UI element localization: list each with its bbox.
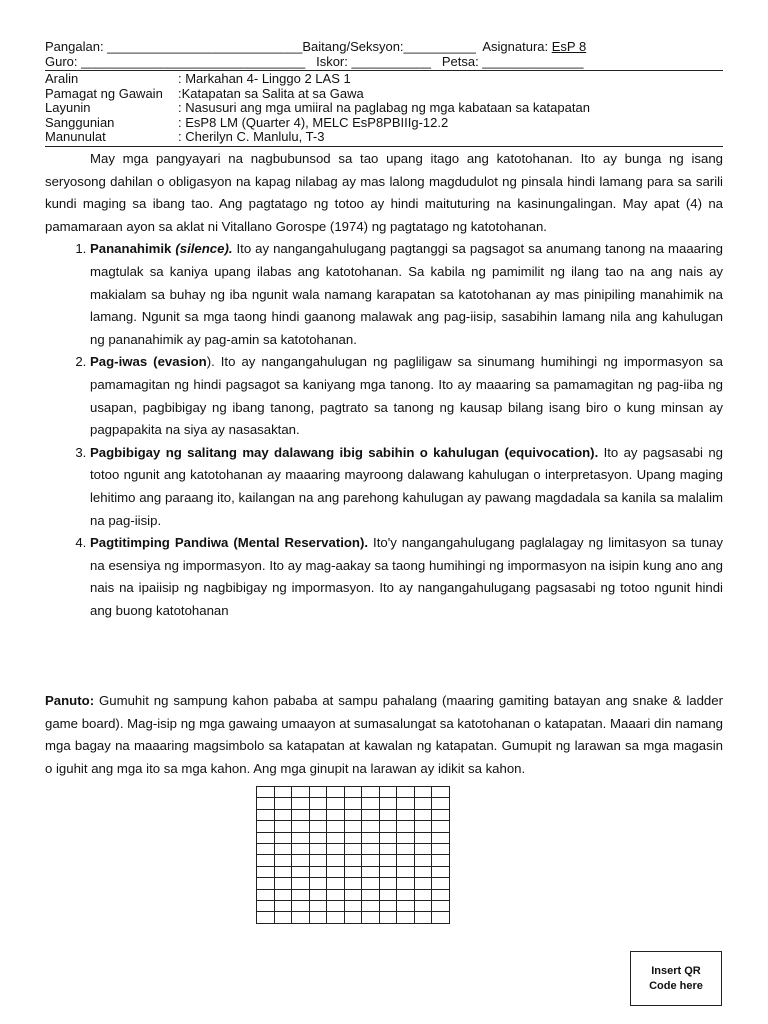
intro-paragraph: May mga pangyayari na nagbubunsod sa tao upang itago ang katotohanan. Ito ay bunga ng isang seryosong dahilan o obligasyon na kapag nilabag ay mas lalong magdudulot ng pinsala hindi lamang para sa sarili kundi maging sa ibang tao. Ang pagtatago ng totoo ay hindi maituturing na kasinungalingan. May apat (4) na pamamaraan ayon sa aklat ni Vitallano Gorospe (1974) ng pagtatago ng katotohanan. bbox=[45, 151, 723, 234]
grid-cell bbox=[432, 912, 450, 923]
grid-cell bbox=[344, 787, 362, 798]
grid-cell bbox=[414, 900, 432, 911]
grid-row bbox=[257, 832, 450, 843]
meta-row-manunulat: Manunulat : Cherilyn C. Manlulu, T-3 bbox=[45, 129, 325, 144]
grid-cell bbox=[379, 912, 397, 923]
grid-cell bbox=[274, 787, 292, 798]
grid-cell bbox=[274, 900, 292, 911]
grid-cell bbox=[309, 855, 327, 866]
grid-cell bbox=[432, 889, 450, 900]
grid-cell bbox=[432, 866, 450, 877]
grid-cell bbox=[309, 912, 327, 923]
grid-cell bbox=[257, 855, 275, 866]
grid-cell bbox=[379, 821, 397, 832]
grid-cell bbox=[362, 832, 380, 843]
grid-cell bbox=[362, 866, 380, 877]
grid-cell bbox=[414, 821, 432, 832]
grid-cell bbox=[344, 912, 362, 923]
grid-cell bbox=[327, 889, 345, 900]
grid-cell bbox=[397, 878, 415, 889]
meta-row-aralin: Aralin : Markahan 4- Linggo 2 LAS 1 bbox=[45, 71, 351, 86]
snake-ladder-grid bbox=[256, 786, 450, 924]
grid-cell bbox=[274, 798, 292, 809]
qr-label-line-1: Insert QR bbox=[651, 964, 701, 977]
grid-cell bbox=[274, 878, 292, 889]
grid-cell bbox=[274, 809, 292, 820]
meta-row-layunin: Layunin : Nasusuri ang mga umiiral na paglabag ng mga kabataan sa katapatan bbox=[45, 100, 590, 115]
grid-cell bbox=[414, 843, 432, 854]
grid-cell bbox=[344, 855, 362, 866]
instructions bbox=[45, 690, 723, 780]
grid-cell bbox=[327, 832, 345, 843]
grid-cell bbox=[257, 878, 275, 889]
grid-cell bbox=[414, 787, 432, 798]
grid-cell bbox=[432, 809, 450, 820]
content-body bbox=[45, 148, 723, 622]
meta-rule bbox=[45, 146, 723, 147]
method-list bbox=[45, 238, 723, 622]
grid-cell bbox=[362, 787, 380, 798]
grid-cell bbox=[414, 855, 432, 866]
grid-cell bbox=[379, 809, 397, 820]
grid-row bbox=[257, 809, 450, 820]
grid-cell bbox=[292, 809, 310, 820]
grid-cell bbox=[379, 900, 397, 911]
grid-cell bbox=[344, 878, 362, 889]
grid-cell bbox=[257, 798, 275, 809]
grid-cell bbox=[257, 809, 275, 820]
grid-cell bbox=[362, 878, 380, 889]
grid-cell bbox=[344, 843, 362, 854]
grid-cell bbox=[432, 787, 450, 798]
grid-row bbox=[257, 798, 450, 809]
header-line-1: Pangalan: ___________________________Baitang/Seksyon:__________ Asignatura: EsP 8 bbox=[45, 39, 587, 54]
grid-cell bbox=[344, 809, 362, 820]
grid-row bbox=[257, 843, 450, 854]
grid-cell bbox=[292, 843, 310, 854]
grid-cell bbox=[292, 821, 310, 832]
grid-row bbox=[257, 821, 450, 832]
header-rule bbox=[45, 70, 723, 71]
grid-cell bbox=[257, 821, 275, 832]
grid-cell bbox=[397, 832, 415, 843]
grid-cell bbox=[292, 900, 310, 911]
grid-cell bbox=[327, 878, 345, 889]
grid-cell bbox=[344, 889, 362, 900]
grid-cell bbox=[257, 912, 275, 923]
grid-cell bbox=[344, 900, 362, 911]
grid-cell bbox=[414, 878, 432, 889]
lesson-meta bbox=[45, 72, 723, 145]
grid-cell bbox=[309, 787, 327, 798]
grid-row bbox=[257, 900, 450, 911]
grid-cell bbox=[414, 809, 432, 820]
grid-cell bbox=[257, 866, 275, 877]
grid-cell bbox=[327, 798, 345, 809]
panuto-paragraph: Panuto: Gumuhit ng sampung kahon pababa at sampu pahalang (maaring gamiting batayan ang snake & ladder game board). Mag-isip ng mga gawaing umaayon at sumasalungat sa katotohanan o katapatan. Maaari din namang mga bagay na maaaring magsimbolo sa katapatan at kawalan ng katapatan. Gumupit ng larawan sa mga magasin o iguhit ang mga ito sa mga kahon. Ang mga ginupit na larawan ay idikit sa kahon. bbox=[45, 693, 723, 776]
grid-cell bbox=[309, 809, 327, 820]
qr-label-line-2: Code here bbox=[649, 979, 703, 992]
grid-cell bbox=[292, 878, 310, 889]
grid-cell bbox=[379, 832, 397, 843]
grid-cell bbox=[327, 843, 345, 854]
grid-row bbox=[257, 855, 450, 866]
grid-cell bbox=[379, 787, 397, 798]
list-item: 3. Pagbibigay ng salitang may dalawang ibig sabihin o kahulugan (equivocation). Ito ay pagsasabi ng totoo ngunit ang katotohanan ay maaaring mayroong dalawang kahulugan o interpretasyon. Upang maging lehitimo ang paraang ito, kailangan na ang parehong kahulugan ay pawang magdadala sa kanila sa malalim na pag-iisip. bbox=[90, 442, 723, 532]
grid-cell bbox=[362, 809, 380, 820]
grid-cell bbox=[292, 866, 310, 877]
grid-cell bbox=[309, 798, 327, 809]
grid-cell bbox=[379, 866, 397, 877]
grid-cell bbox=[309, 821, 327, 832]
grid-cell bbox=[379, 878, 397, 889]
grid-cell bbox=[379, 889, 397, 900]
grid-row bbox=[257, 866, 450, 877]
meta-row-pamagat: Pamagat ng Gawain :Katapatan sa Salita at sa Gawa bbox=[45, 85, 364, 101]
grid-cell bbox=[327, 912, 345, 923]
grid-cell bbox=[362, 821, 380, 832]
grid-cell bbox=[414, 798, 432, 809]
grid-cell bbox=[397, 889, 415, 900]
grid-cell bbox=[257, 832, 275, 843]
grid-row bbox=[257, 878, 450, 889]
grid-cell bbox=[257, 843, 275, 854]
grid-row bbox=[257, 787, 450, 798]
grid-cell bbox=[362, 900, 380, 911]
grid-cell bbox=[432, 798, 450, 809]
grid-cell bbox=[362, 843, 380, 854]
grid-cell bbox=[432, 843, 450, 854]
grid-cell bbox=[414, 889, 432, 900]
subject-value: EsP 8 bbox=[551, 39, 587, 54]
grid-cell bbox=[327, 900, 345, 911]
grid-cell bbox=[414, 832, 432, 843]
qr-placeholder-box bbox=[630, 951, 722, 1006]
grid-cell bbox=[344, 866, 362, 877]
grid-cell bbox=[274, 832, 292, 843]
grid-cell bbox=[292, 855, 310, 866]
grid-row bbox=[257, 889, 450, 900]
grid-cell bbox=[397, 809, 415, 820]
grid-cell bbox=[327, 809, 345, 820]
grid-cell bbox=[379, 843, 397, 854]
grid-cell bbox=[309, 878, 327, 889]
grid-cell bbox=[397, 855, 415, 866]
grid-cell bbox=[292, 832, 310, 843]
grid-cell bbox=[309, 866, 327, 877]
grid-cell bbox=[309, 843, 327, 854]
grid-cell bbox=[309, 832, 327, 843]
grid-cell bbox=[292, 787, 310, 798]
grid-cell bbox=[397, 912, 415, 923]
grid-cell bbox=[397, 866, 415, 877]
grid-cell bbox=[397, 787, 415, 798]
meta-row-sanggunian: Sanggunian : EsP8 LM (Quarter 4), MELC EsP8PBIIIg-12.2 bbox=[45, 114, 449, 130]
grid-cell bbox=[362, 889, 380, 900]
grid-cell bbox=[327, 855, 345, 866]
grid-cell bbox=[432, 821, 450, 832]
grid-cell bbox=[432, 900, 450, 911]
grid-cell bbox=[397, 900, 415, 911]
grid-cell bbox=[327, 821, 345, 832]
grid-cell bbox=[327, 787, 345, 798]
grid-cell bbox=[274, 855, 292, 866]
grid-cell bbox=[327, 866, 345, 877]
grid-cell bbox=[292, 798, 310, 809]
header-line-2: Guro: _______________________________ Iskor: ___________ Petsa: ______________ bbox=[45, 54, 584, 69]
grid-cell bbox=[414, 866, 432, 877]
grid-cell bbox=[432, 832, 450, 843]
grid-cell bbox=[379, 855, 397, 866]
grid-cell bbox=[274, 912, 292, 923]
grid-cell bbox=[397, 798, 415, 809]
grid-cell bbox=[309, 889, 327, 900]
grid-cell bbox=[292, 889, 310, 900]
grid-cell bbox=[274, 821, 292, 832]
grid-cell bbox=[292, 912, 310, 923]
grid-cell bbox=[344, 832, 362, 843]
grid-cell bbox=[257, 889, 275, 900]
grid-cell bbox=[414, 912, 432, 923]
grid-cell bbox=[397, 821, 415, 832]
grid-cell bbox=[362, 855, 380, 866]
grid-cell bbox=[344, 798, 362, 809]
list-item: 4. Pagtitimping Pandiwa (Mental Reservation). Ito'y nangangahulugang paglalagay ng limitasyon sa tunay na esensiya ng impormasyon. Ito ay mag-aakay sa taong humihingi ng impormasyon na isipin kung ano ang nais na ipaiisip ng nagbibigay ng impormasyon. Ito ay nangangahulugang pagsasabi ng totoo ngunit hindi ang buong katotohanan bbox=[90, 532, 723, 622]
grid-cell bbox=[432, 878, 450, 889]
list-item: 2. Pag-iwas (evasion). Ito ay nangangahulugan ng pagliligaw sa sinumang humihingi ng impormasyon sa pamamagitan ng hindi pagsagot sa kaniyang mga tanong. Ito ay maaaring sa pamamagitan ng pag-iiba ng usapan, pagbibigay ng ibang tanong, pagtrato sa tanong ng kausap bilang isang biro o kung minsan ay pagpapakita na siya ay nasasaktan. bbox=[90, 351, 723, 441]
grid-cell bbox=[274, 843, 292, 854]
grid-cell bbox=[397, 843, 415, 854]
grid-cell bbox=[362, 912, 380, 923]
grid-cell bbox=[344, 821, 362, 832]
list-item: 1. Pananahimik (silence). Ito ay nangangahulugang pagtanggi sa pagsagot sa anumang tanong na maaaring magtulak sa kaniya upang ilabas ang katotohanan. Sa kabila ng pamimilit ng ilang tao na ang nais ay makialam sa buhay ng iba ngunit wala namang karapatan sa katotohanan ay mas pinipiling manahimik na lamang. Ngunit sa mga taong hindi gaanong malawak ang pag-iisip, sasabihin lamang nila ang kahulugan ng pananahimik ay pag-amin sa katotohanan. bbox=[90, 238, 723, 351]
grid-cell bbox=[432, 855, 450, 866]
grid-cell bbox=[274, 889, 292, 900]
grid-cell bbox=[309, 900, 327, 911]
grid-cell bbox=[257, 900, 275, 911]
grid-cell bbox=[274, 866, 292, 877]
grid-cell bbox=[362, 798, 380, 809]
grid-row bbox=[257, 912, 450, 923]
grid-cell bbox=[379, 798, 397, 809]
grid-cell bbox=[257, 787, 275, 798]
